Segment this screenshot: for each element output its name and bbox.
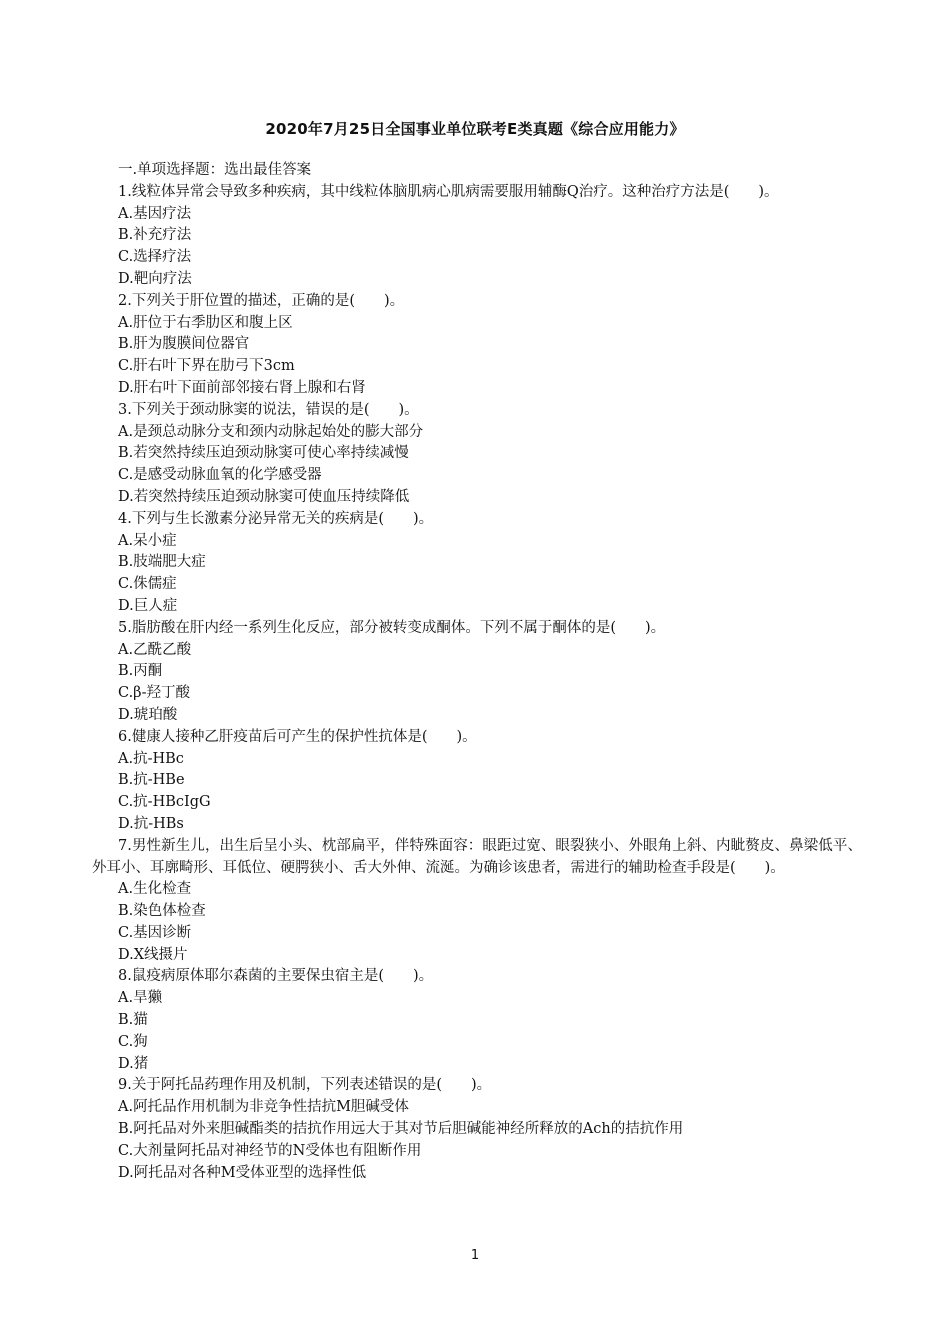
option: A.乙酰乙酸 — [118, 641, 192, 658]
option: C.大剂量阿托品对神经节的N受体也有阻断作用 — [118, 1142, 422, 1159]
option: B.猫 — [118, 1012, 148, 1029]
option: D.巨人症 — [118, 597, 178, 614]
question-stem: 7.男性新生儿，出生后呈小头、枕部扁平，伴特殊面容：眼距过宽、眼裂狭小、外眼角上斜、内眦赘皮、鼻梁低平、外耳小、耳廓畸形、耳低位、硬腭狭小、舌大外伸、流涎。为确诊该患者，需进行的辅助检查手段是( )。 — [92, 837, 862, 876]
option: A.生化检查 — [118, 881, 192, 898]
option: C.侏儒症 — [118, 576, 177, 593]
option: B.肢端肥大症 — [118, 554, 206, 571]
option: C.是感受动脉血氧的化学感受器 — [118, 467, 322, 484]
option: D.若突然持续压迫颈动脉窦可使血压持续降低 — [118, 488, 410, 505]
question-stem: 3.下列关于颈动脉窦的说法，错误的是( )。 — [118, 401, 419, 418]
option: D.抗-HBs — [118, 815, 184, 832]
page-number: 1 — [470, 1248, 480, 1263]
option: A.是颈总动脉分支和颈内动脉起始处的膨大部分 — [118, 423, 424, 440]
option: C.β-羟丁酸 — [118, 685, 190, 702]
document-title: 2020年7月25日全国事业单位联考E类真题《综合应用能力》 — [265, 120, 685, 138]
question-list — [92, 160, 862, 1184]
option: C.肝右叶下界在肋弓下3cm — [118, 358, 295, 375]
option: D.靶向疗法 — [118, 270, 192, 287]
option: D.猪 — [118, 1055, 149, 1072]
option: C.狗 — [118, 1033, 148, 1050]
question-stem: 1.线粒体异常会导致多种疾病，其中线粒体脑肌病心肌病需要服用辅酶Q治疗。这种治疗方法是( )。 — [118, 183, 779, 200]
section-heading: 一.单项选择题：选出最佳答案 — [118, 162, 312, 178]
option: A.阿托品作用机制为非竞争性拮抗M胆碱受体 — [118, 1099, 409, 1116]
option: A.呆小症 — [118, 532, 177, 549]
question-stem: 4.下列与生长激素分泌异常无关的疾病是( )。 — [118, 510, 434, 527]
option: C.基因诊断 — [118, 924, 192, 941]
option: D.X线摄片 — [118, 946, 188, 963]
option: B.肝为腹膜间位器官 — [118, 336, 250, 353]
question-stem: 9.关于阿托品药理作用及机制，下列表述错误的是( )。 — [118, 1077, 492, 1094]
option: A.基因疗法 — [118, 205, 192, 222]
option: D.肝右叶下面前部邻接右肾上腺和右肾 — [118, 379, 366, 396]
question-stem: 8.鼠疫病原体耶尔森菌的主要保虫宿主是( )。 — [118, 968, 434, 985]
option: B.补充疗法 — [118, 227, 192, 244]
question-stem: 6.健康人接种乙肝疫苗后可产生的保护性抗体是( )。 — [118, 728, 477, 745]
option: A.旱獭 — [118, 990, 163, 1007]
option: D.阿托品对各种M受体亚型的选择性低 — [118, 1164, 367, 1181]
option: A.肝位于右季肋区和腹上区 — [118, 314, 293, 331]
option: C.抗-HBcIgG — [118, 794, 211, 811]
option: B.抗-HBe — [118, 772, 185, 789]
option: B.染色体检查 — [118, 903, 206, 920]
option: C.选择疗法 — [118, 249, 192, 266]
option: B.若突然持续压迫颈动脉窦可使心率持续减慢 — [118, 445, 409, 462]
option: A.抗-HBc — [118, 750, 184, 767]
option: B.阿托品对外来胆碱酯类的拮抗作用远大于其对节后胆碱能神经所释放的Ach的拮抗作用 — [118, 1121, 684, 1138]
question-stem: 2.下列关于肝位置的描述，正确的是( )。 — [118, 292, 405, 309]
option: D.琥珀酸 — [118, 706, 178, 723]
question-stem: 5.脂肪酸在肝内经一系列生化反应，部分被转变成酮体。下列不属于酮体的是( )。 — [118, 619, 666, 636]
option: B.丙酮 — [118, 663, 163, 680]
